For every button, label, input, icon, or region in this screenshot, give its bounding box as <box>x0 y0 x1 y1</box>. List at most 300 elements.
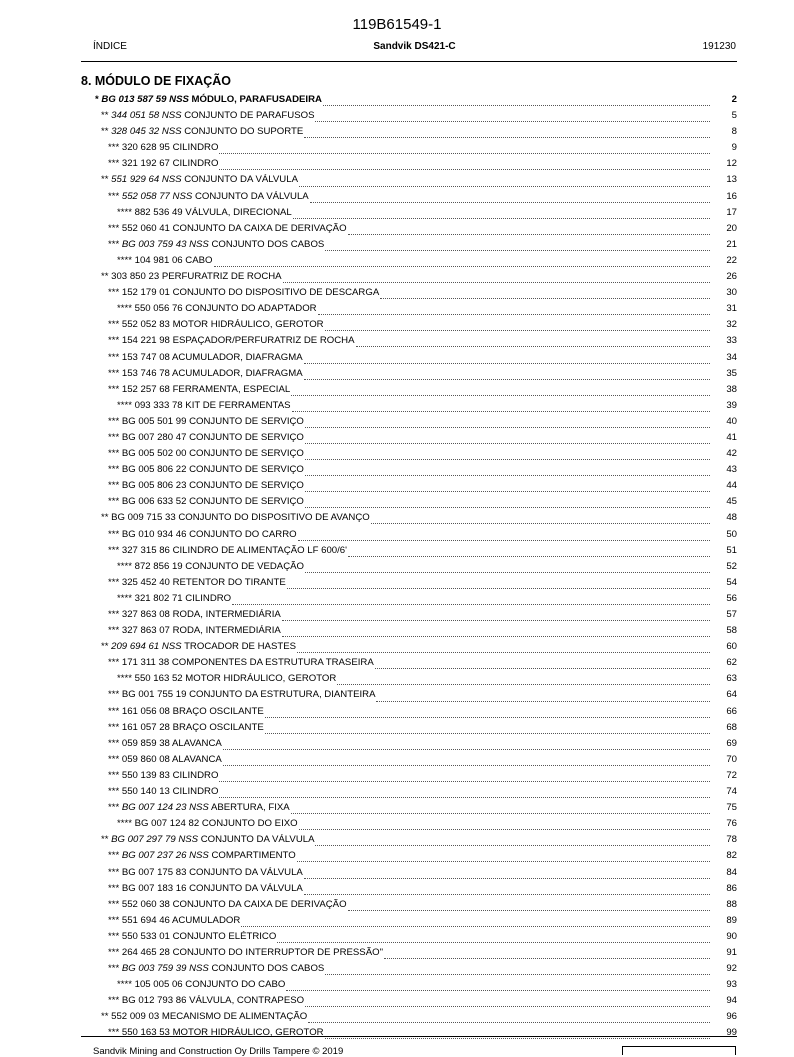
toc-part-number: BG 006 633 52 <box>121 496 187 508</box>
toc-dot-leader <box>348 547 710 557</box>
toc-page-number: 32 <box>726 319 737 331</box>
toc-page-number: 17 <box>726 206 737 218</box>
toc-part-number: 093 333 78 <box>134 399 183 411</box>
toc-entry[interactable] <box>81 430 737 446</box>
toc-entry[interactable] <box>81 124 737 140</box>
toc-entry-title: VÁLVULA, CONTRAPESO <box>189 995 305 1007</box>
toc-page-number: 69 <box>726 737 737 749</box>
toc-entry[interactable] <box>81 543 737 559</box>
toc-entry-title: CONJUNTO DE SERVIÇO <box>189 448 304 460</box>
toc-dot-leader <box>292 402 711 412</box>
toc-dot-leader <box>318 305 710 315</box>
toc-entry[interactable] <box>81 977 737 993</box>
toc-entry[interactable] <box>81 285 737 301</box>
toc-entry-title: CONJUNTO DA VÁLVULA <box>194 190 309 202</box>
toc-level-marker: *** <box>108 142 120 154</box>
toc-dot-leader <box>304 128 710 138</box>
toc-dot-leader <box>315 112 710 122</box>
toc-entry-title: CONJUNTO DO ADAPTADOR <box>185 303 317 315</box>
toc-entry[interactable] <box>81 462 737 478</box>
toc-entry-title: CONJUNTO DE SERVIÇO <box>189 464 304 476</box>
toc-page-number: 16 <box>726 190 737 202</box>
toc-entry[interactable] <box>81 945 737 961</box>
toc-page-number: 91 <box>726 946 737 958</box>
toc-dot-leader <box>219 144 710 154</box>
toc-dot-leader <box>291 804 710 814</box>
toc-level-marker: ** <box>101 126 109 138</box>
toc-part-number: 209 694 61 NSS <box>111 641 182 653</box>
toc-level-marker: *** <box>108 609 120 620</box>
toc-entry-title: CONJUNTO DA VÁLVULA <box>200 834 315 846</box>
toc-page-number: 70 <box>726 753 737 765</box>
toc-dot-leader <box>325 1029 710 1039</box>
toc-entry-title: CONJUNTO DO SUPORTE <box>184 126 304 138</box>
toc-entry-title: CONJUNTO DOS CABOS <box>211 238 325 250</box>
toc-dot-leader <box>356 337 710 347</box>
toc-level-marker: *** <box>108 914 120 926</box>
toc-part-number: 550 163 53 <box>121 1027 170 1039</box>
toc-part-number: 550 140 13 <box>121 786 170 798</box>
toc-page-number: 76 <box>726 818 737 830</box>
toc-dot-leader <box>348 225 710 235</box>
toc-entry[interactable] <box>81 961 737 977</box>
toc-entry[interactable] <box>81 591 737 607</box>
toc-level-marker: **** <box>117 592 132 604</box>
toc-dot-leader <box>219 772 710 782</box>
toc-entry[interactable] <box>81 607 737 623</box>
toc-entry[interactable] <box>81 832 737 848</box>
toc-level-marker: **** <box>117 818 132 830</box>
toc-entry[interactable] <box>81 317 737 333</box>
toc-entry-title: MOTOR HIDRÁULICO, GEROTOR <box>172 319 324 331</box>
toc-entry-title: MOTOR HIDRÁULICO, GEROTOR <box>185 673 337 685</box>
toc-part-number: 321 802 71 <box>134 592 183 604</box>
toc-entry[interactable] <box>81 736 737 752</box>
toc-part-number: 552 060 41 <box>121 222 170 234</box>
toc-level-marker: *** <box>108 769 120 781</box>
toc-level-marker: *** <box>108 576 120 588</box>
toc-dot-leader <box>348 901 710 911</box>
toc-entry[interactable] <box>81 108 737 124</box>
toc-part-number: BG 007 124 23 NSS <box>121 802 209 814</box>
toc-level-marker: *** <box>108 657 120 669</box>
toc-entry-title: CILINDRO <box>172 786 219 798</box>
toc-entry[interactable] <box>81 816 737 832</box>
toc-dot-leader <box>305 482 710 492</box>
toc-part-number: BG 012 793 86 <box>121 995 187 1007</box>
toc-dot-leader <box>325 241 710 251</box>
toc-dot-leader <box>219 160 710 170</box>
toc-level-marker: ** <box>101 1011 109 1023</box>
toc-dot-leader <box>371 514 710 524</box>
toc-level-marker: *** <box>108 786 120 798</box>
toc-entry[interactable] <box>81 366 737 382</box>
toc-dot-leader <box>223 740 710 750</box>
toc-page-number: 96 <box>726 1011 737 1023</box>
toc-part-number: 325 452 40 <box>121 576 170 588</box>
toc-entry[interactable] <box>81 848 737 864</box>
toc-part-number: 321 192 67 <box>121 158 170 170</box>
toc-part-number: 327 863 08 <box>121 609 170 620</box>
toc-dot-leader <box>293 209 710 219</box>
toc-entry-title: CONJUNTO DO DISPOSITIVO DE DESCARGA <box>172 287 380 299</box>
toc-level-marker: **** <box>117 303 132 315</box>
toc-level-marker: *** <box>108 737 120 749</box>
toc-entry-title: CILINDRO <box>172 142 219 154</box>
toc-entry[interactable] <box>81 527 737 543</box>
toc-entry[interactable] <box>81 639 737 655</box>
toc-part-number: 552 058 77 NSS <box>121 190 193 202</box>
toc-part-number: 059 859 38 <box>121 737 170 749</box>
toc-dot-leader <box>241 917 710 927</box>
toc-part-number: 328 045 32 NSS <box>111 126 182 138</box>
toc-part-number: 154 221 98 <box>121 335 170 347</box>
toc-level-marker: ** <box>101 271 109 283</box>
toc-entry[interactable] <box>81 189 737 205</box>
toc-page-number: 74 <box>726 786 737 798</box>
toc-level-marker: *** <box>108 721 120 733</box>
toc-page-number: 43 <box>726 464 737 476</box>
toc-entry[interactable] <box>81 687 737 703</box>
toc-level-marker: *** <box>108 480 120 492</box>
toc-dot-leader <box>282 611 710 621</box>
header-divider <box>81 61 737 62</box>
toc-entry[interactable] <box>81 881 737 897</box>
toc-entry-title: MOTOR HIDRÁULICO, GEROTOR <box>172 1027 324 1039</box>
toc-level-marker: *** <box>108 431 120 443</box>
toc-dot-leader <box>376 692 710 702</box>
toc-page-number: 56 <box>726 592 737 604</box>
toc-part-number: BG 007 124 82 <box>134 818 200 830</box>
toc-page-number: 52 <box>726 560 737 572</box>
toc-level-marker: *** <box>108 158 120 170</box>
toc-level-marker: *** <box>108 866 120 878</box>
toc-entry-title: CONJUNTO ELÉTRICO <box>172 930 277 942</box>
toc-entry-title: CONJUNTO DO EIXO <box>201 818 298 830</box>
toc-page-number: 54 <box>726 576 737 588</box>
toc-dot-leader <box>223 756 710 766</box>
toc-level-marker: **** <box>117 254 132 266</box>
toc-entry[interactable] <box>81 655 737 671</box>
toc-dot-leader <box>298 531 710 541</box>
header-model: Sandvik DS421-C <box>373 41 456 52</box>
toc-page-number: 99 <box>726 1027 737 1039</box>
toc-page-number: 33 <box>726 335 737 347</box>
toc-entry-title: FERRAMENTA, ESPECIAL <box>172 383 291 395</box>
toc-level-marker: ** <box>101 174 109 186</box>
toc-entry[interactable] <box>81 865 737 881</box>
toc-entry-title: CONJUNTO DE SERVIÇO <box>189 415 304 427</box>
toc-entry-title: CONJUNTO DE VEDAÇÃO <box>185 560 304 572</box>
toc-level-marker: *** <box>108 238 120 250</box>
toc-page-number: 75 <box>726 802 737 814</box>
toc-page-number: 58 <box>726 625 737 637</box>
toc-page-number: 94 <box>726 995 737 1007</box>
toc-entry[interactable] <box>81 333 737 349</box>
toc-page-number: 68 <box>726 721 737 733</box>
toc-entry-title: CABO <box>185 254 213 266</box>
toc-entry[interactable] <box>81 237 737 253</box>
toc-entry-title: CILINDRO <box>172 158 219 170</box>
toc-entry-title: CONJUNTO DE SERVIÇO <box>189 480 304 492</box>
toc-entry[interactable] <box>81 172 737 188</box>
toc-entry[interactable] <box>81 929 737 945</box>
toc-part-number: 264 465 28 <box>121 946 170 958</box>
toc-entry-title: ACUMULADOR, DIAFRAGMA <box>172 367 303 379</box>
header-index-label: ÍNDICE <box>93 41 127 52</box>
page-header <box>93 41 736 55</box>
toc-dot-leader <box>299 820 710 830</box>
toc-level-marker: * <box>95 94 99 105</box>
toc-page-number: 89 <box>726 914 737 926</box>
toc-entry[interactable] <box>81 897 737 913</box>
toc-entry-title: ACUMULADOR <box>172 914 241 926</box>
toc-part-number: 161 056 08 <box>121 705 170 717</box>
toc-part-number: BG 007 280 47 <box>121 431 187 443</box>
toc-entry[interactable] <box>81 269 737 285</box>
toc-page-number: 30 <box>726 287 737 299</box>
toc-part-number: 550 056 76 <box>134 303 183 315</box>
toc-dot-leader <box>325 965 710 975</box>
toc-entry-title: CONJUNTO DO DISPOSITIVO DE AVANÇO <box>178 512 370 524</box>
toc-level-marker: *** <box>108 448 120 460</box>
toc-dot-leader <box>304 354 710 364</box>
toc-dot-leader <box>283 273 710 283</box>
toc-entry[interactable] <box>81 623 737 639</box>
toc-page-number: 13 <box>726 174 737 186</box>
toc-part-number: 152 179 01 <box>121 287 170 299</box>
toc-dot-leader <box>310 193 710 203</box>
toc-page-number: 2 <box>731 94 737 105</box>
toc-page-number: 92 <box>726 963 737 975</box>
document-number: 119B61549-1 <box>352 16 442 33</box>
toc-part-number: BG 005 502 00 <box>121 448 187 460</box>
toc-entry-title: RODA, INTERMEDIÁRIA <box>172 625 281 637</box>
toc-part-number: BG 010 934 46 <box>121 528 187 540</box>
toc-part-number: BG 007 183 16 <box>121 882 187 894</box>
toc-page-number: 66 <box>726 705 737 717</box>
toc-entry[interactable] <box>81 398 737 414</box>
toc-entry[interactable] <box>81 221 737 237</box>
toc-entry[interactable] <box>81 92 737 108</box>
toc-entry-title: VÁLVULA, DIRECIONAL <box>185 206 292 218</box>
toc-entry-title: PERFURATRIZ DE ROCHA <box>161 271 282 283</box>
toc-part-number: 551 929 64 NSS <box>111 174 182 186</box>
toc-level-marker: *** <box>108 1027 120 1039</box>
toc-dot-leader <box>337 675 710 685</box>
section-title: 8. MÓDULO DE FIXAÇÃO <box>81 74 232 88</box>
toc-dot-leader <box>305 434 710 444</box>
toc-part-number: 161 057 28 <box>121 721 170 733</box>
footer-divider <box>81 1036 737 1037</box>
toc-entry[interactable] <box>81 720 737 736</box>
toc-entry[interactable] <box>81 382 737 398</box>
toc-part-number: BG 003 759 39 NSS <box>121 963 209 975</box>
toc-level-marker: *** <box>108 383 120 395</box>
toc-entry-title: KIT DE FERRAMENTAS <box>185 399 291 411</box>
toc-entry[interactable] <box>81 510 737 526</box>
toc-entry[interactable] <box>81 671 737 687</box>
toc-entry[interactable] <box>81 140 737 156</box>
toc-level-marker: *** <box>108 415 120 427</box>
toc-page-number: 63 <box>726 673 737 685</box>
toc-entry-title: CONJUNTO DE PARAFUSOS <box>184 110 315 122</box>
toc-part-number: 550 533 01 <box>121 930 170 942</box>
toc-level-marker: *** <box>108 222 120 234</box>
toc-page-number: 90 <box>726 930 737 942</box>
toc-part-number: 104 981 06 <box>134 254 183 266</box>
toc-dot-leader <box>265 708 710 718</box>
toc-dot-leader <box>305 450 710 460</box>
toc-entry[interactable] <box>81 913 737 929</box>
toc-dot-leader <box>315 836 710 846</box>
toc-level-marker: *** <box>108 995 120 1007</box>
toc-entry-title: ACUMULADOR, DIAFRAGMA <box>172 351 303 363</box>
toc-entry[interactable] <box>81 350 737 366</box>
toc-entry-title: CONJUNTO DOS CABOS <box>211 963 325 975</box>
toc-entry-title: CONJUNTO DA CAIXA DE DERIVAÇÃO <box>172 898 347 910</box>
toc-page-number: 20 <box>726 222 737 234</box>
toc-part-number: BG 007 297 79 NSS <box>111 834 199 846</box>
toc-part-number: BG 005 806 22 <box>121 464 187 476</box>
toc-part-number: BG 005 806 23 <box>121 480 187 492</box>
toc-page-number: 42 <box>726 448 737 460</box>
toc-entry-title: CONJUNTO DA ESTRUTURA, DIANTEIRA <box>189 689 376 701</box>
toc-entry[interactable] <box>81 253 737 269</box>
toc-entry[interactable] <box>81 446 737 462</box>
toc-page-number: 5 <box>731 110 737 122</box>
toc-dot-leader <box>287 579 710 589</box>
toc-level-marker: *** <box>108 753 120 765</box>
toc-level-marker: *** <box>108 850 120 862</box>
toc-entry[interactable] <box>81 784 737 800</box>
toc-entry[interactable] <box>81 156 737 172</box>
toc-dot-leader <box>297 643 710 653</box>
toc-entry[interactable] <box>81 494 737 510</box>
toc-entry[interactable] <box>81 800 737 816</box>
toc-page-number: 51 <box>726 544 737 556</box>
footer-copyright: Sandvik Mining and Construction Oy Drills Tampere © 2019 <box>93 1046 344 1057</box>
toc-part-number: 552 060 38 <box>121 898 170 910</box>
sandvik-logo <box>622 1046 736 1055</box>
toc-entry[interactable] <box>81 478 737 494</box>
toc-entry[interactable] <box>81 1009 737 1025</box>
toc-part-number: 327 863 07 <box>121 625 170 637</box>
toc-part-number: BG 007 175 83 <box>121 866 187 878</box>
toc-part-number: BG 003 759 43 NSS <box>121 238 209 250</box>
toc-part-number: BG 005 501 99 <box>121 415 187 427</box>
toc-entry-title: CONJUNTO DA CAIXA DE DERIVAÇÃO <box>172 222 347 234</box>
toc-entry-title: COMPONENTES DA ESTRUTURA TRASEIRA <box>171 657 374 669</box>
toc-level-marker: *** <box>108 190 120 202</box>
toc-part-number: 152 257 68 <box>121 383 170 395</box>
toc-entry[interactable] <box>81 752 737 768</box>
toc-level-marker: ** <box>101 110 109 122</box>
toc-dot-leader <box>305 466 710 476</box>
toc-entry-title: BRAÇO OSCILANTE <box>172 721 264 733</box>
toc-page-number: 82 <box>726 850 737 862</box>
toc-part-number: 882 536 49 <box>134 206 183 218</box>
toc-page-number: 48 <box>726 512 737 524</box>
toc-page-number: 34 <box>726 351 737 363</box>
toc-entry[interactable] <box>81 205 737 221</box>
toc-level-marker: *** <box>108 882 120 894</box>
toc-entry-title: CONJUNTO DO INTERRUPTOR DE PRESSÃO" <box>172 946 383 958</box>
toc-page-number: 78 <box>726 834 737 846</box>
toc-dot-leader <box>305 563 710 573</box>
toc-level-marker: *** <box>108 464 120 476</box>
toc-level-marker: **** <box>117 560 132 572</box>
toc-dot-leader <box>305 997 710 1007</box>
toc-entry-title: CILINDRO <box>185 592 232 604</box>
toc-page-number: 50 <box>726 528 737 540</box>
toc-dot-leader <box>304 885 710 895</box>
toc-part-number: BG 009 715 33 <box>111 512 176 524</box>
toc-level-marker: *** <box>108 689 120 701</box>
toc-dot-leader <box>305 418 710 428</box>
toc-entry[interactable] <box>81 704 737 720</box>
toc-entry-title: CILINDRO DE ALIMENTAÇÃO LF 600/6' <box>172 544 347 556</box>
toc-entry[interactable] <box>81 301 737 317</box>
toc-level-marker: *** <box>108 625 120 637</box>
toc-entry-title: MECANISMO DE ALIMENTAÇÃO <box>161 1011 308 1023</box>
toc-page-number: 88 <box>726 898 737 910</box>
toc-part-number: 327 315 86 <box>121 544 170 556</box>
toc-dot-leader <box>304 869 710 879</box>
toc-page-number: 40 <box>726 415 737 427</box>
toc-part-number: 171 311 38 <box>121 657 170 669</box>
toc-part-number: 552 009 03 <box>111 1011 160 1023</box>
toc-level-marker: *** <box>108 963 120 975</box>
toc-entry[interactable] <box>81 768 737 784</box>
toc-page-number: 38 <box>726 383 737 395</box>
toc-entry[interactable] <box>81 993 737 1009</box>
toc-part-number: 153 747 08 <box>121 351 170 363</box>
toc-page-number: 35 <box>726 367 737 379</box>
header-date-code: 191230 <box>702 41 736 52</box>
toc-page-number: 31 <box>726 303 737 315</box>
toc-page-number: 44 <box>726 480 737 492</box>
toc-page-number: 64 <box>726 689 737 701</box>
toc-entry-title: CILINDRO <box>172 769 219 781</box>
toc-level-marker: *** <box>108 930 120 942</box>
toc-level-marker: *** <box>108 335 120 347</box>
toc-level-marker: **** <box>117 673 132 685</box>
toc-level-marker: **** <box>117 399 132 411</box>
toc-dot-leader <box>291 386 710 396</box>
toc-dot-leader <box>304 370 710 380</box>
toc-dot-leader <box>305 498 710 508</box>
toc-level-marker: ** <box>101 512 109 524</box>
toc-level-marker: *** <box>108 319 120 331</box>
toc-page-number: 60 <box>726 641 737 653</box>
toc-list <box>81 92 737 1042</box>
toc-entry[interactable] <box>81 575 737 591</box>
toc-entry-title: RODA, INTERMEDIÁRIA <box>172 609 281 620</box>
toc-level-marker: *** <box>108 496 120 508</box>
toc-entry-title: CONJUNTO DA VÁLVULA <box>189 866 303 878</box>
toc-entry[interactable] <box>81 1025 737 1041</box>
toc-dot-leader <box>325 321 710 331</box>
toc-level-marker: *** <box>108 898 120 910</box>
toc-entry[interactable] <box>81 414 737 430</box>
toc-page-number: 45 <box>726 496 737 508</box>
toc-entry[interactable] <box>81 559 737 575</box>
toc-level-marker: *** <box>108 802 120 814</box>
toc-level-marker: *** <box>108 544 120 556</box>
toc-entry-title: ABERTURA, FIXA <box>210 802 290 814</box>
toc-entry-title: MÓDULO, PARAFUSADEIRA <box>191 94 322 105</box>
